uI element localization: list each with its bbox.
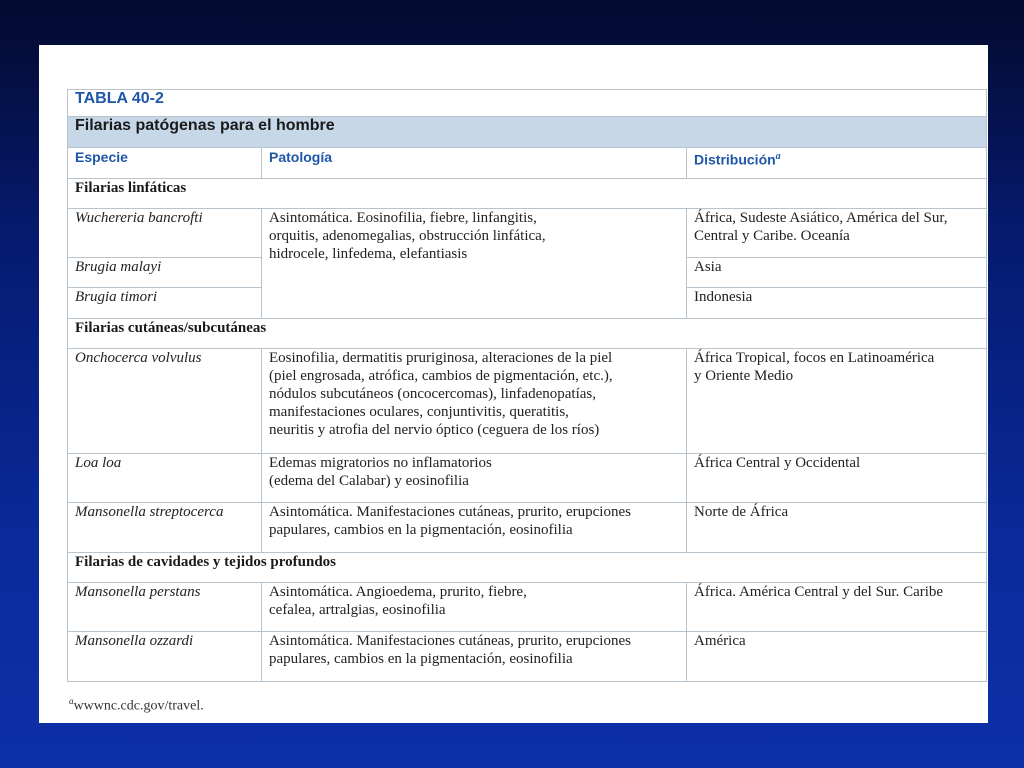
- cell-line: cefalea, artralgias, eosinofilia: [269, 602, 446, 618]
- cell-line: hidrocele, linfedema, elefantiasis: [269, 246, 468, 262]
- cell-line: orquitis, adenomegalias, obstrucción linfática,: [269, 228, 546, 244]
- species-cell: Wuchereria bancrofti: [68, 209, 262, 258]
- species-cell: Loa loa: [68, 454, 262, 503]
- header-distribution: [687, 148, 987, 179]
- distribution-cell: [687, 288, 987, 319]
- cell-line: África Central y Occidental: [694, 455, 861, 471]
- group-row-cavities: [68, 553, 987, 583]
- cell-line: Asia: [694, 259, 722, 275]
- table-row: [68, 349, 987, 454]
- table-label: TABLA 40-2: [68, 90, 987, 117]
- table-row: [68, 454, 987, 503]
- pathology-cell: [262, 632, 687, 682]
- header-distribution-mark: a: [775, 151, 781, 162]
- header-pathology: Patología: [262, 148, 687, 179]
- cell-line: Norte de África: [694, 504, 789, 520]
- cell-line: Asintomática. Eosinofilia, fiebre, linfangitis,: [269, 210, 537, 226]
- group-row-lymphatic: [68, 179, 987, 209]
- table-row: [68, 632, 987, 682]
- group-row-cutaneous: [68, 319, 987, 349]
- cell-line: nódulos subcutáneos (oncocercomas), linfadenopatías,: [269, 386, 596, 402]
- slide-card: [39, 45, 988, 723]
- species-cell: Mansonella perstans: [68, 583, 262, 632]
- footnote: [69, 696, 204, 715]
- footnote-link: wwwnc.cdc.gov/travel.: [73, 698, 204, 714]
- table-row: [68, 503, 987, 553]
- header-distribution-label: Distribución: [694, 151, 776, 168]
- cell-line: y Oriente Medio: [694, 368, 794, 384]
- table-title: Filarias patógenas para el hombre: [68, 117, 987, 148]
- pathology-cell: [262, 583, 687, 632]
- table-title-row: [68, 117, 987, 148]
- cell-line: (edema del Calabar) y eosinofilia: [269, 473, 469, 489]
- cell-line: neuritis y atrofia del nervio óptico (ceguera de los ríos): [269, 422, 600, 438]
- cell-line: Asintomática. Manifestaciones cutáneas, prurito, erupciones: [269, 633, 631, 649]
- cell-line: Edemas migratorios no inflamatorios: [269, 455, 492, 471]
- table-row: [68, 583, 987, 632]
- distribution-cell: [687, 632, 987, 682]
- cell-line: manifestaciones oculares, conjuntivitis, queratitis,: [269, 404, 569, 420]
- cell-line: (piel engrosada, atrófica, cambios de pigmentación, etc.),: [269, 368, 613, 384]
- cell-line: Central y Caribe. Oceanía: [694, 228, 850, 244]
- group-label: Filarias linfáticas: [68, 179, 987, 209]
- footnote-mark: a: [69, 696, 74, 706]
- cell-line: Asintomática. Manifestaciones cutáneas, prurito, erupciones: [269, 504, 631, 520]
- cell-line: África, Sudeste Asiático, América del Sur,: [694, 210, 948, 226]
- distribution-cell: [687, 349, 987, 454]
- header-species: Especie: [68, 148, 262, 179]
- species-cell: Brugia timori: [68, 288, 262, 319]
- pathology-cell: [262, 454, 687, 503]
- distribution-cell: [687, 209, 987, 258]
- distribution-cell: [687, 503, 987, 553]
- species-cell: Mansonella streptocerca: [68, 503, 262, 553]
- pathology-cell: [262, 209, 687, 319]
- cell-line: África. América Central y del Sur. Caribe: [694, 584, 944, 600]
- distribution-cell: [687, 454, 987, 503]
- column-header-row: [68, 148, 987, 179]
- distribution-cell: [687, 583, 987, 632]
- table-label-row: [68, 90, 987, 117]
- cell-line: papulares, cambios en la pigmentación, eosinofilia: [269, 522, 573, 538]
- pathology-cell: [262, 503, 687, 553]
- group-label: Filarias de cavidades y tejidos profundos: [68, 553, 987, 583]
- species-cell: Mansonella ozzardi: [68, 632, 262, 682]
- cell-line: Indonesia: [694, 289, 753, 305]
- species-cell: Onchocerca volvulus: [68, 349, 262, 454]
- filarias-table: [67, 89, 987, 682]
- pathology-cell: [262, 349, 687, 454]
- cell-line: Asintomática. Angioedema, prurito, fiebre,: [269, 584, 527, 600]
- cell-line: Eosinofilia, dermatitis pruriginosa, alteraciones de la piel: [269, 350, 613, 366]
- cell-line: papulares, cambios en la pigmentación, eosinofilia: [269, 651, 573, 667]
- distribution-cell: [687, 258, 987, 288]
- group-label: Filarias cutáneas/subcutáneas: [68, 319, 987, 349]
- table-row: [68, 209, 987, 258]
- species-cell: Brugia malayi: [68, 258, 262, 288]
- cell-line: América: [694, 633, 746, 649]
- cell-line: África Tropical, focos en Latinoamérica: [694, 350, 935, 366]
